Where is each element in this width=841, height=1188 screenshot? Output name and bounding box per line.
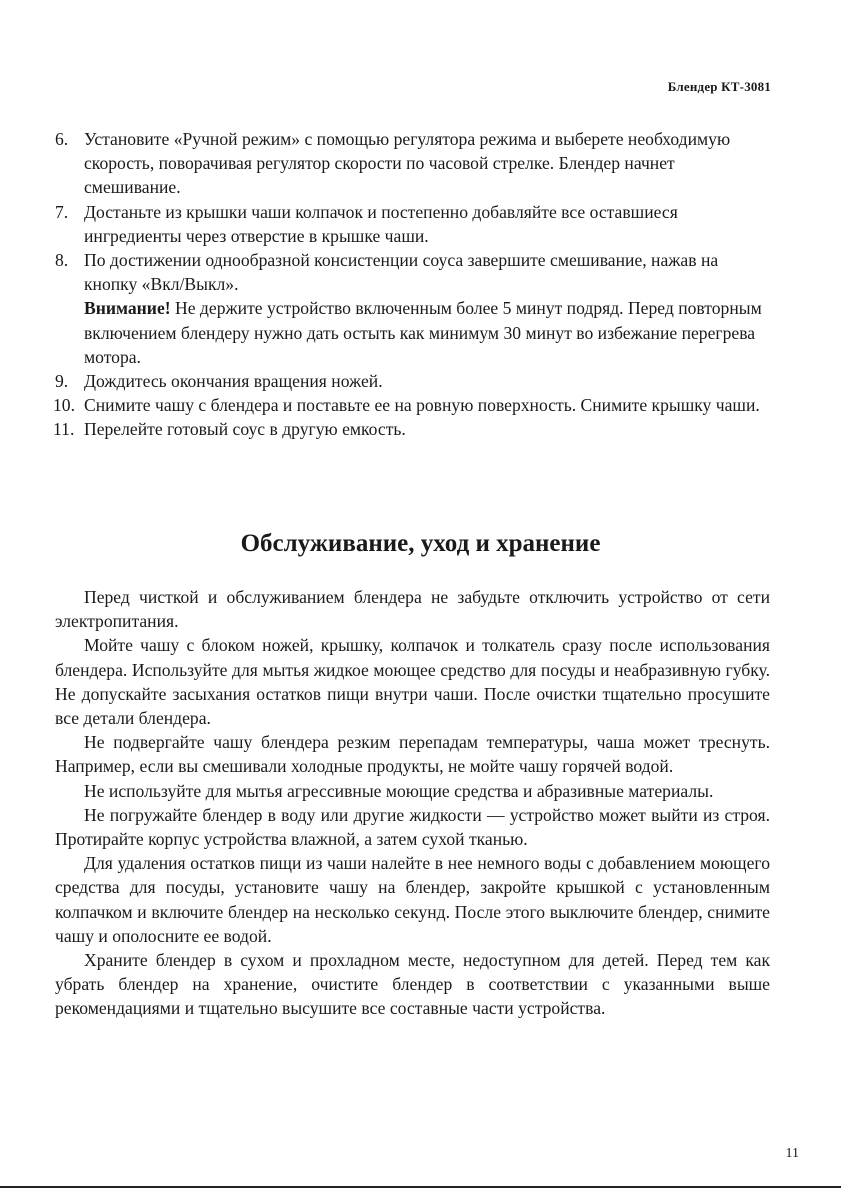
instruction-steps [55,127,770,442]
warning-note [55,296,770,369]
paragraph: Перед чисткой и обслуживанием блендера не забудьте отключить устройство от сети электропитания. [55,587,770,632]
section-title: Обслуживание, уход и хранение [240,530,601,557]
step-text: Установите «Ручной режим» с помощью регулятора режима и выберете необходимую скорость, поворачивая регулятор скорости по часовой стрелке. Блендер начнет смешивание. [84,129,731,198]
step-number: 7. [55,201,69,222]
step-8 [55,248,770,296]
step-text: По достижении однообразной консистенции соуса завершите смешивание, нажав на кнопку «Вкл/Выкл». [84,250,719,295]
step-number: 9. [55,371,69,392]
step-number: 11. [53,419,75,440]
step-7 [55,200,770,248]
step-9 [55,369,770,393]
page-number: 11 [785,1146,799,1161]
step-text: Достаньте из крышки чаши колпачок и постепенно добавляйте все оставшиеся ингредиенты через отверстие в крышке чаши. [84,201,678,246]
warning-label: Внимание! [84,298,171,319]
paragraph: Не используйте для мытья агрессивные моющие средства и абразивные материалы. [84,780,714,801]
step-number: 8. [55,250,69,271]
section-body [55,585,770,1021]
paragraph: Для удаления остатков пищи из чаши налейте в нее немного воды с добавлением моющего средства для посуды, установите чашу на блендер, закройте крышкой с установленным колпачком и включите блендер на несколько секунд. После этого выключите блендер, снимите чашу и ополосните ее водой. [55,853,770,946]
paragraph: Храните блендер в сухом и прохладном месте, недоступном для детей. Перед тем как убрать блендер на хранение, очистите блендер в соответствии с указанными выше рекомендациями и тщательно высушите все составные части устройства. [55,950,770,1019]
step-text: Снимите чашу с блендера и поставьте ее на ровную поверхность. Снимите крышку чаши. [84,395,760,416]
step-10 [55,393,770,417]
paragraph: Не подвергайте чашу блендера резким перепадам температуры, чаша может треснуть. Например, если вы смешивали холодные продукты, не мойте чашу горячей водой. [55,732,770,777]
step-11 [55,417,770,441]
step-number: 10. [53,395,75,416]
step-number: 6. [55,129,69,149]
paragraph: Мойте чашу с блоком ножей, крышку, колпачок и толкатель сразу после использования блендера. Используйте для мытья жидкое моющее средство для посуды и неабразивную губку. Не допускайте засыхания остатков пищи внутри чаши. После очистки тщательно просушите все детали блендера. [55,635,770,729]
step-text: Дождитесь окончания вращения ножей. [84,371,383,392]
warning-text: Не держите устройство включенным более 5 минут подряд. Перед повторным включением блендеру нужно дать остыть как минимум 30 минут во избежание перегрева мотора. [84,298,762,367]
step-6 [55,127,770,200]
running-header: Блендер КТ-3081 [667,79,771,94]
paragraph: Не погружайте блендер в воду или другие жидкости — устройство может выйти из строя. Протирайте корпус устройства влажной, а затем сухой тканью. [55,804,770,850]
step-text: Перелейте готовый соус в другую емкость. [84,419,406,440]
